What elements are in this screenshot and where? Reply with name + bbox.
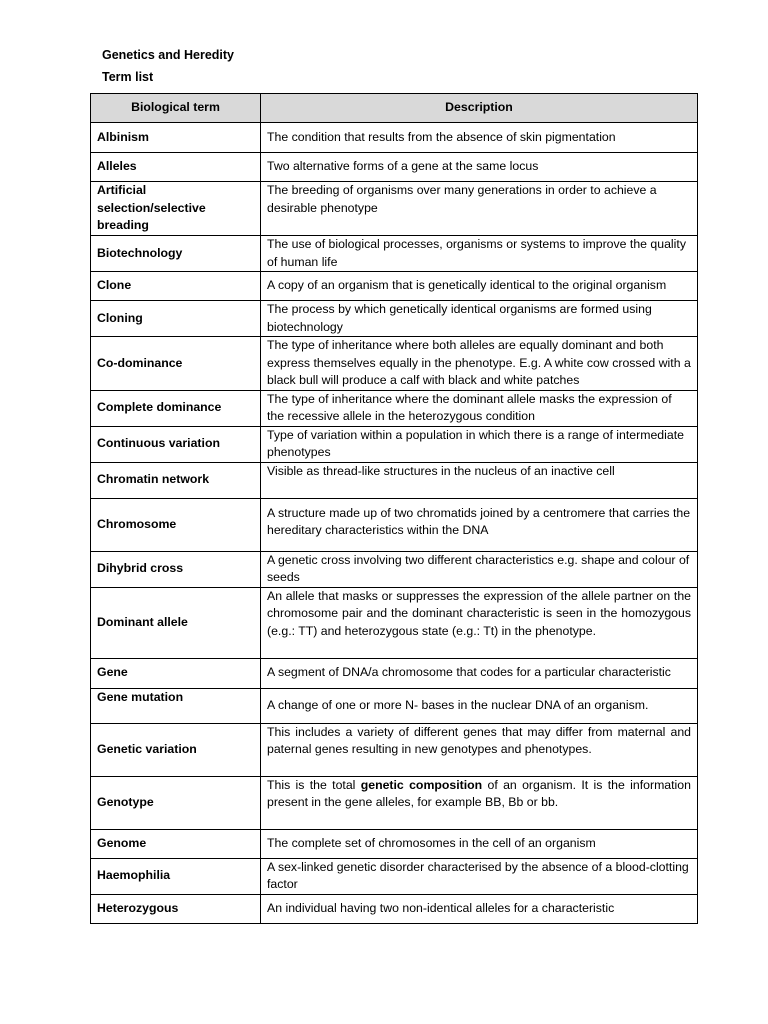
table-row [91,551,698,587]
document-title [102,44,234,88]
table-row [91,776,698,829]
table-row [91,153,698,182]
title-line-2: Term list [102,70,154,84]
table-row [91,390,698,426]
table-row [91,894,698,923]
description-cell: The condition that results from the absence of skin pigmentation [261,123,698,153]
table-row [91,123,698,153]
description-cell: Type of variation within a population in which there is a range of intermediate phenotypes [261,426,698,462]
term-cell: Continuous variation [91,426,261,462]
description-cell: The type of inheritance where both alleles are equally dominant and both express themselves equally in the phenotype. E.g. A white cow crossed with a black bull will produce a calf with black and white patches [261,337,698,391]
description-cell: The breeding of organisms over many generations in order to achieve a desirable phenotype [261,182,698,236]
description-cell: The complete set of chromosomes in the cell of an organism [261,829,698,858]
term-cell: Chromosome [91,498,261,551]
table-row [91,462,698,498]
table-row [91,858,698,894]
term-cell: Complete dominance [91,390,261,426]
table-row [91,587,698,658]
table-row [91,236,698,272]
term-cell: Heterozygous [91,894,261,923]
table-row [91,301,698,337]
genotype-desc-post: of an organism. It is the information present in the gene alleles, for example BB, Bb or bb. [267,777,691,809]
description-cell: A genetic cross involving two different characteristics e.g. shape and colour of seeds [261,551,698,587]
term-cell: Artificial selection/selective breading [91,182,261,236]
term-cell: Alleles [91,153,261,182]
table-header-row [91,94,698,123]
term-cell: Haemophilia [91,858,261,894]
description-cell: This includes a variety of different genes that may differ from maternal and paternal genes resulting in new genotypes and phenotypes. [261,723,698,776]
table-row [91,688,698,723]
genotype-desc-bold: genetic composition [360,777,483,792]
term-cell: Genotype [91,776,261,829]
table-row [91,723,698,776]
term-cell: Chromatin network [91,462,261,498]
description-cell: A change of one or more N- bases in the nuclear DNA of an organism. [261,688,698,723]
term-table [90,93,698,924]
description-cell: Two alternative forms of a gene at the same locus [261,153,698,182]
table-row [91,426,698,462]
column-header-description: Description [261,94,698,123]
description-cell: A structure made up of two chromatids joined by a centromere that carries the hereditary characteristics within the DNA [261,498,698,551]
term-cell: Biotechnology [91,236,261,272]
description-cell [261,776,698,829]
description-cell: An allele that masks or suppresses the expression of the allele partner on the chromosome pair and the dominant characteristic is seen in the homozygous (e.g.: TT) and heterozygous state (e.g.: Tt) in the phenotype. [261,587,698,658]
term-cell: Genetic variation [91,723,261,776]
description-cell: The process by which genetically identical organisms are formed using biotechnology [261,301,698,337]
term-cell: Clone [91,272,261,301]
term-cell: Gene mutation [91,688,261,723]
table-row [91,337,698,391]
description-cell: A segment of DNA/a chromosome that codes for a particular characteristic [261,658,698,688]
description-cell: Visible as thread-like structures in the nucleus of an inactive cell [261,462,698,498]
title-line-1: Genetics and Heredity [102,48,234,62]
column-header-term: Biological term [91,94,261,123]
description-cell: An individual having two non-identical alleles for a characteristic [261,894,698,923]
description-cell: The type of inheritance where the dominant allele masks the expression of the recessive allele in the heterozygous condition [261,390,698,426]
table-row [91,829,698,858]
term-cell: Albinism [91,123,261,153]
term-cell: Genome [91,829,261,858]
table-row [91,182,698,236]
table-row [91,272,698,301]
table-row [91,498,698,551]
term-cell: Gene [91,658,261,688]
description-cell: A sex-linked genetic disorder characterised by the absence of a blood-clotting factor [261,858,698,894]
term-cell: Cloning [91,301,261,337]
term-cell: Co-dominance [91,337,261,391]
description-cell: The use of biological processes, organisms or systems to improve the quality of human life [261,236,698,272]
table-row [91,658,698,688]
term-cell: Dominant allele [91,587,261,658]
term-cell: Dihybrid cross [91,551,261,587]
description-cell: A copy of an organism that is genetically identical to the original organism [261,272,698,301]
genotype-desc-pre: This is the total [267,777,361,792]
